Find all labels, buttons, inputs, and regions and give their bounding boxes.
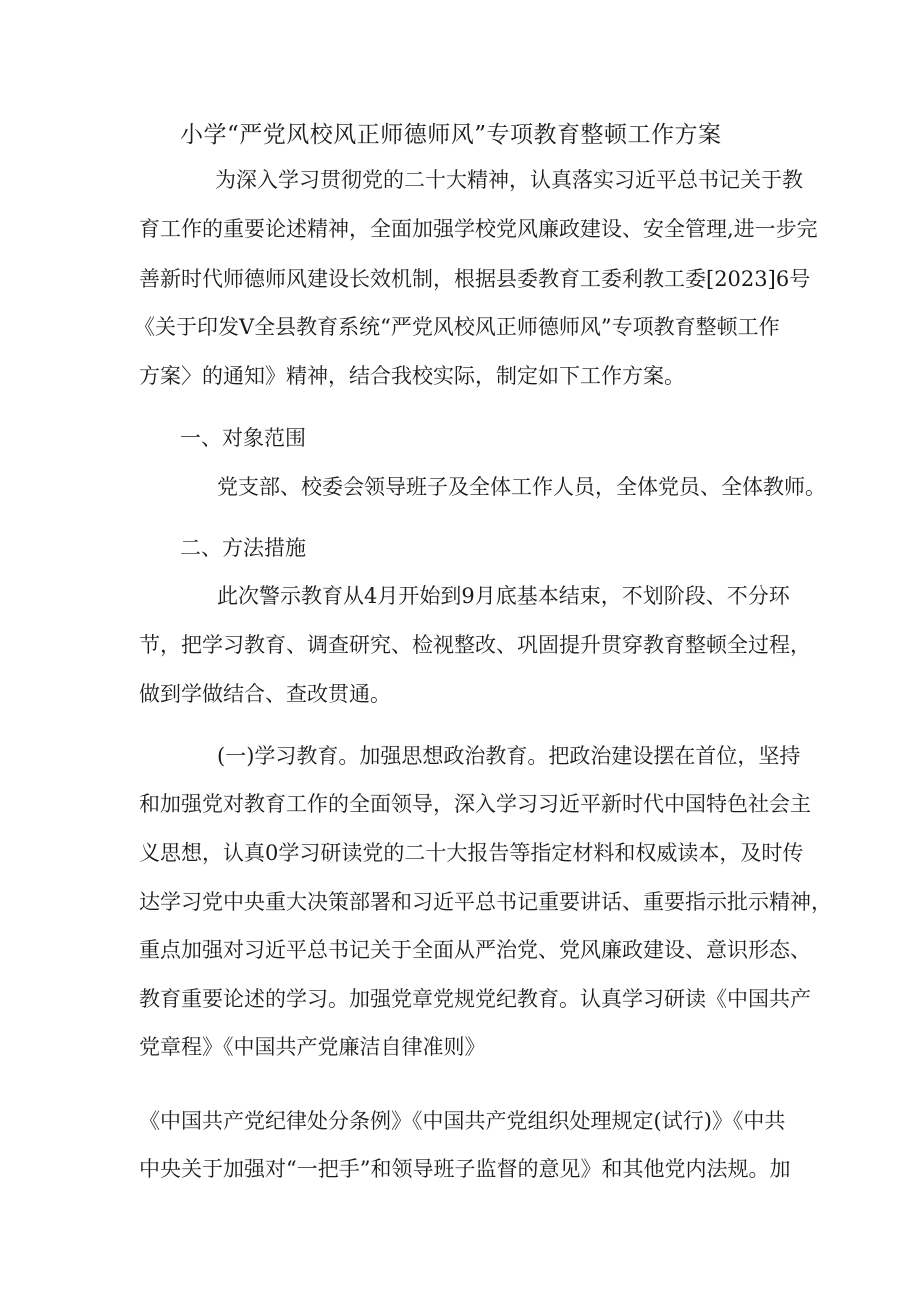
intro-line: 育工作的重要论述精神，全面加强学校党风廉政建设、安全管理,进一步完 <box>139 217 818 241</box>
subsection-line: (一)学习教育。加强思想政治教育。把政治建设摆在首位，坚持 <box>217 744 801 768</box>
intro-line: 为深入学习贯彻党的二十大精神，认真落实习近平总书记关于教 <box>215 168 803 192</box>
continuation-line: 中央关于加强对“一把手”和领导班子监督的意见》和其他党内法规。加 <box>139 1157 791 1181</box>
subsection-line: 重点加强对习近平总书记关于全面从严治党、党风廉政建设、意识形态、 <box>139 938 811 962</box>
section-heading-scope: 一、对象范围 <box>180 426 306 450</box>
subsection-line: 党章程》《中国共产党廉洁自律准则》 <box>139 1035 486 1059</box>
section-body-line: 此次警示教育从4月开始到9月底基本结束，不划阶段、不分环 <box>217 584 790 608</box>
subsection-line: 义思想，认真0学习研读党的二十大报告等指定材料和权威读本，及时传 <box>139 841 804 865</box>
subsection-line: 达学习党中央重大决策部署和习近平总书记重要讲话、重要指示批示精神， <box>139 890 832 914</box>
section-heading-methods: 二、方法措施 <box>180 536 306 560</box>
subsection-line: 教育重要论述的学习。加强党章党规党纪教育。认真学习研读《中国共产 <box>139 987 811 1011</box>
subsection-line: 和加强党对教育工作的全面领导，深入学习习近平新时代中国特色社会主 <box>139 792 811 816</box>
intro-line: 方案〉的通知》精神，结合我校实际，制定如下工作方案。 <box>139 364 685 388</box>
continuation-line: 《中国共产党纪律处分条例》《中国共产党组织处理规定(试行)》《中共 <box>139 1109 786 1133</box>
intro-line: 善新时代师德师风建设长效机制，根据县委教育工委利教工委[2023]6号 <box>139 267 811 291</box>
section-body-line: 节，把学习教育、调查研究、检视整改、巩固提升贯穿教育整顿全过程， <box>139 633 811 657</box>
section-body-scope: 党支部、校委会领导班子及全体工作人员，全体党员、全体教师。 <box>217 475 826 499</box>
intro-line: 《关于印发Ⅴ全县教育系统“严党风校风正师德师风”专项教育整顿工作 <box>134 315 780 339</box>
section-body-line: 做到学做结合、查改贯通。 <box>139 682 391 706</box>
document-title: 小学“严党风校风正师德师风”专项教育整顿工作方案 <box>180 122 722 148</box>
